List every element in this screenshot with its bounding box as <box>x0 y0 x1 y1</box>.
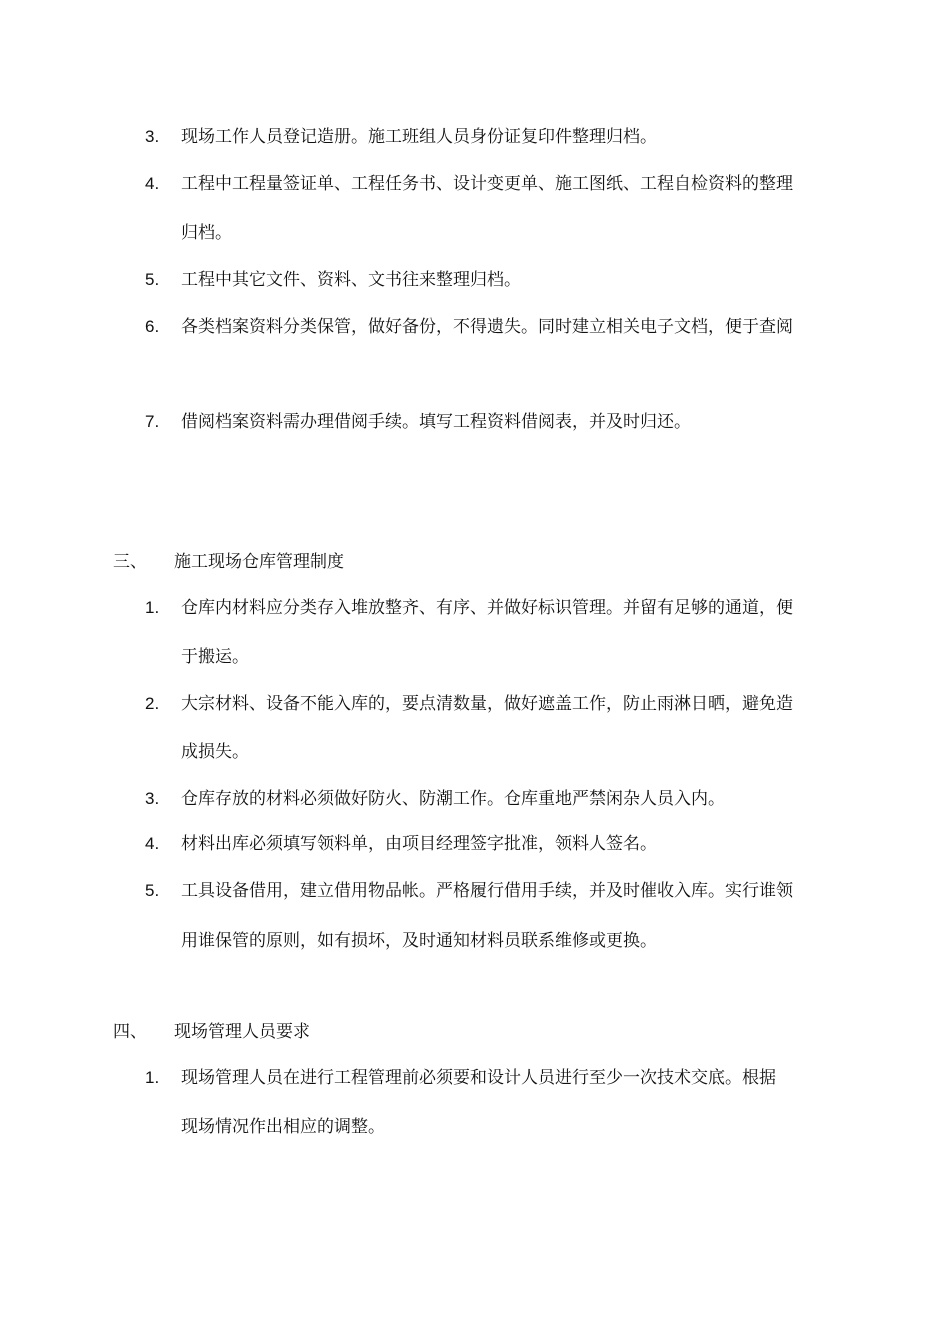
list-text: 工具设备借用，建立借用物品帐。严格履行借用手续，并及时催收入库。实行谁领 <box>181 881 793 901</box>
list-text: 仓库内材料应分类存入堆放整齐、有序、并做好标识管理。并留有足够的通道，便 <box>181 598 793 618</box>
list-text: 仓库存放的材料必须做好防火、防潮工作。仓库重地严禁闲杂人员入内。 <box>181 789 725 809</box>
section-title: 施工现场仓库管理制度 <box>174 552 344 572</box>
list-number: 1. <box>145 1068 160 1087</box>
list-text: 现场工作人员登记造册。施工班组人员身份证复印件整理归档。 <box>181 127 657 147</box>
list-text-continuation: 现场情况作出相应的调整。 <box>181 1117 385 1137</box>
section-number: 四、 <box>113 1022 147 1042</box>
list-number: 5. <box>145 881 160 900</box>
list-text-continuation: 归档。 <box>181 223 232 243</box>
list-number: 6. <box>145 317 160 336</box>
list-text: 借阅档案资料需办理借阅手续。填写工程资料借阅表，并及时归还。 <box>181 412 691 432</box>
list-number: 5. <box>145 270 160 289</box>
list-text: 现场管理人员在进行工程管理前必须要和设计人员进行至少一次技术交底。根据 <box>181 1068 776 1088</box>
list-text: 工程中其它文件、资料、文书往来整理归档。 <box>181 270 521 290</box>
list-number: 4. <box>145 834 160 853</box>
list-number: 3. <box>145 127 160 146</box>
section-number: 三、 <box>113 552 147 572</box>
list-number: 4. <box>145 174 160 193</box>
list-text-continuation: 成损失。 <box>181 742 249 762</box>
section-title: 现场管理人员要求 <box>174 1022 310 1042</box>
list-text: 工程中工程量签证单、工程任务书、设计变更单、施工图纸、工程自检资料的整理 <box>181 174 793 194</box>
list-number: 1. <box>145 598 160 617</box>
list-text-continuation: 用谁保管的原则，如有损坏，及时通知材料员联系维修或更换。 <box>181 931 657 951</box>
list-text: 材料出库必须填写领料单，由项目经理签字批准，领料人签名。 <box>181 834 657 854</box>
list-number: 2. <box>145 694 160 713</box>
list-number: 7. <box>145 412 160 431</box>
list-number: 3. <box>145 789 160 808</box>
list-text-continuation: 于搬运。 <box>181 647 249 667</box>
list-text: 大宗材料、设备不能入库的，要点清数量，做好遮盖工作，防止雨淋日晒，避免造 <box>181 694 793 714</box>
list-text: 各类档案资料分类保管，做好备份，不得遗失。同时建立相关电子文档，便于查阅 <box>181 317 793 337</box>
